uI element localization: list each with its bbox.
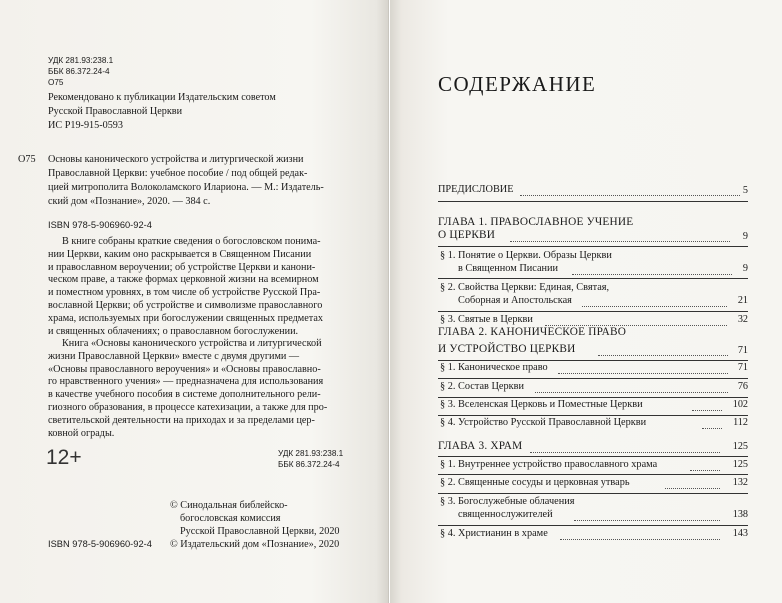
annotation-line: храма, используемых при богослужении священных предметах (48, 312, 323, 324)
annotation-line: В книге собраны краткие сведения о богословском понима- (62, 236, 321, 247)
left-page (0, 0, 389, 603)
biblio-line: Основы канонического устройства и литургической жизни (48, 154, 304, 165)
toc-section[interactable]: § 2. Свойства Церкви: Единая, Святая, (440, 282, 610, 293)
age-rating: 12+ (46, 446, 82, 469)
toc-chapter-3[interactable]: ГЛАВА 3. ХРАМ (438, 440, 523, 452)
toc-section[interactable]: § 3. Святые в Церкви (440, 314, 533, 325)
toc-chapter-2[interactable]: ГЛАВА 2. КАНОНИЧЕСКОЕ ПРАВО (438, 326, 627, 338)
divider (438, 474, 748, 475)
page-number: 102 (732, 399, 748, 410)
annotation-line: «Основы православного вероучения» и «Основы православно- (48, 363, 321, 375)
page-number: 125 (732, 459, 748, 470)
annotation-line: ковной ограды. (48, 427, 115, 439)
toc-chapter-2[interactable]: И УСТРОЙСТВО ЦЕРКВИ (438, 343, 576, 355)
toc-chapter-1[interactable]: ГЛАВА 1. ПРАВОСЛАВНОЕ УЧЕНИЕ (438, 216, 634, 228)
catalog-mark: О75 (18, 154, 36, 165)
divider (438, 311, 748, 312)
isbn-bottom: ISBN 978-5-906960-92-4 (48, 539, 152, 549)
copyright-publisher: © Издательский дом «Познание», 2020 (170, 539, 340, 550)
divider (438, 493, 748, 494)
divider (438, 378, 748, 379)
annotation-line: и православном вероучении; об устройстве Церкви и канони- (48, 261, 316, 273)
toc-section[interactable]: Соборная и Апостольская (458, 295, 572, 306)
leader-dots (530, 452, 720, 453)
toc-section[interactable]: § 1. Внутреннее устройство православного храма (440, 459, 658, 470)
biblio-line: ский дом «Познание», 2020. — 384 с. (48, 196, 211, 207)
recommendation-line: Рекомендовано к публикации Издательским советом (48, 92, 276, 103)
annotation-line: и поместном уровнях, в том числе об устройстве Русской Пра- (48, 287, 321, 299)
page-number: 9 (742, 231, 748, 242)
toc-section[interactable]: § 2. Священные сосуды и церковная утварь (440, 477, 630, 488)
udk-bottom: УДК 281.93:238.1 (278, 449, 344, 458)
page-number: 112 (733, 417, 748, 428)
annotation-paragraph-2 (48, 338, 358, 440)
leader-dots (692, 410, 722, 411)
copyright-line: © Синодальная библейско- (170, 500, 288, 511)
recommendation-line: Русской Православной Церкви (48, 106, 183, 117)
page-number: 32 (737, 314, 748, 325)
divider (438, 278, 748, 279)
annotation-line: Книга «Основы канонического устройства и литургической (62, 338, 322, 349)
copyright-line: богословская комиссия (180, 513, 281, 524)
page-number: 9 (742, 263, 748, 274)
page-number: 5 (742, 185, 748, 196)
toc-section[interactable]: § 3. Вселенская Церковь и Поместные Церкви (440, 399, 643, 410)
toc-section[interactable]: § 1. Каноническое право (440, 362, 548, 373)
divider (438, 456, 748, 457)
leader-dots (574, 520, 720, 521)
annotation-line: в качестве учебного пособия в системе дополнительного рели- (48, 389, 321, 401)
annotation-line: го нравственного учения» — предназначена для использования (48, 376, 324, 388)
page-number: 21 (737, 295, 748, 306)
annotation-line: нии Церкви, каким оно раскрывается в Священном Писании (48, 248, 312, 260)
leader-dots (520, 195, 740, 196)
isbn-mid: ISBN 978-5-906960-92-4 (48, 220, 152, 230)
divider (438, 397, 748, 398)
toc-section[interactable]: § 4. Устройство Русской Православной Церкви (440, 417, 647, 428)
annotation-line: ческом праве, а также формах церковной жизни на всемирном (48, 274, 319, 286)
page-number: 132 (732, 477, 748, 488)
annotation-line: и священных облачениях; о православном богослужении. (48, 325, 299, 337)
divider (438, 415, 748, 416)
toc-section[interactable]: священнослужителей (458, 509, 553, 520)
annotation-line: гиозного образования, в процессе катехизации, а также для про- (48, 401, 328, 413)
leader-dots (598, 355, 728, 356)
leader-dots (535, 392, 728, 393)
biblio-line: Православной Церкви: учебное пособие / под общей редак- (48, 168, 308, 179)
toc-section[interactable]: § 1. Понятие о Церкви. Образы Церкви (440, 250, 612, 261)
page-number: 71 (737, 345, 748, 356)
author-mark-top: О75 (48, 78, 64, 87)
leader-dots (560, 539, 720, 540)
leader-dots (510, 241, 730, 242)
right-page (390, 0, 782, 603)
page-number: 76 (737, 381, 748, 392)
leader-dots (582, 306, 727, 307)
leader-dots (572, 274, 732, 275)
toc-section[interactable]: § 3. Богослужебные облачения (440, 496, 575, 507)
divider (438, 360, 748, 361)
toc-section[interactable]: § 4. Христианин в храме (440, 528, 548, 539)
leader-dots (558, 373, 728, 374)
bbk-top: ББК 86.372.24-4 (48, 67, 110, 76)
toc-chapter-1[interactable]: О ЦЕРКВИ (438, 229, 496, 241)
recommendation-line: ИС Р19-915-0593 (48, 120, 123, 131)
toc-section[interactable]: в Священном Писании (458, 263, 559, 274)
leader-dots (690, 470, 720, 471)
toc-section[interactable]: § 2. Состав Церкви (440, 381, 525, 392)
page-number: 125 (732, 441, 748, 452)
page-number: 71 (737, 362, 748, 373)
divider (438, 246, 748, 247)
divider (438, 525, 748, 526)
page-number: 138 (732, 509, 748, 520)
bbk-bottom: ББК 86.372.24-4 (278, 460, 340, 469)
divider (438, 201, 748, 202)
biblio-line: цией митрополита Волоколамского Илариона. — М.: Издатель- (48, 182, 324, 193)
udk-top: УДК 281.93:238.1 (48, 56, 114, 65)
page-number: 143 (732, 528, 748, 539)
annotation-line: вославной Церкви; об устройстве и символизме православного (48, 299, 323, 311)
toc-preface[interactable]: ПРЕДИСЛОВИЕ (438, 184, 514, 195)
copyright-line: Русской Православной Церкви, 2020 (180, 526, 340, 537)
annotation-line: светительской деятельности на приходах и за пределами цер- (48, 414, 315, 426)
leader-dots (702, 428, 722, 429)
page-title: СОДЕРЖАНИЕ (438, 72, 597, 96)
annotation-paragraph-1 (48, 236, 358, 338)
annotation-line: жизни Православной Церкви» вместе с двумя другими — (48, 350, 300, 362)
leader-dots (665, 488, 720, 489)
